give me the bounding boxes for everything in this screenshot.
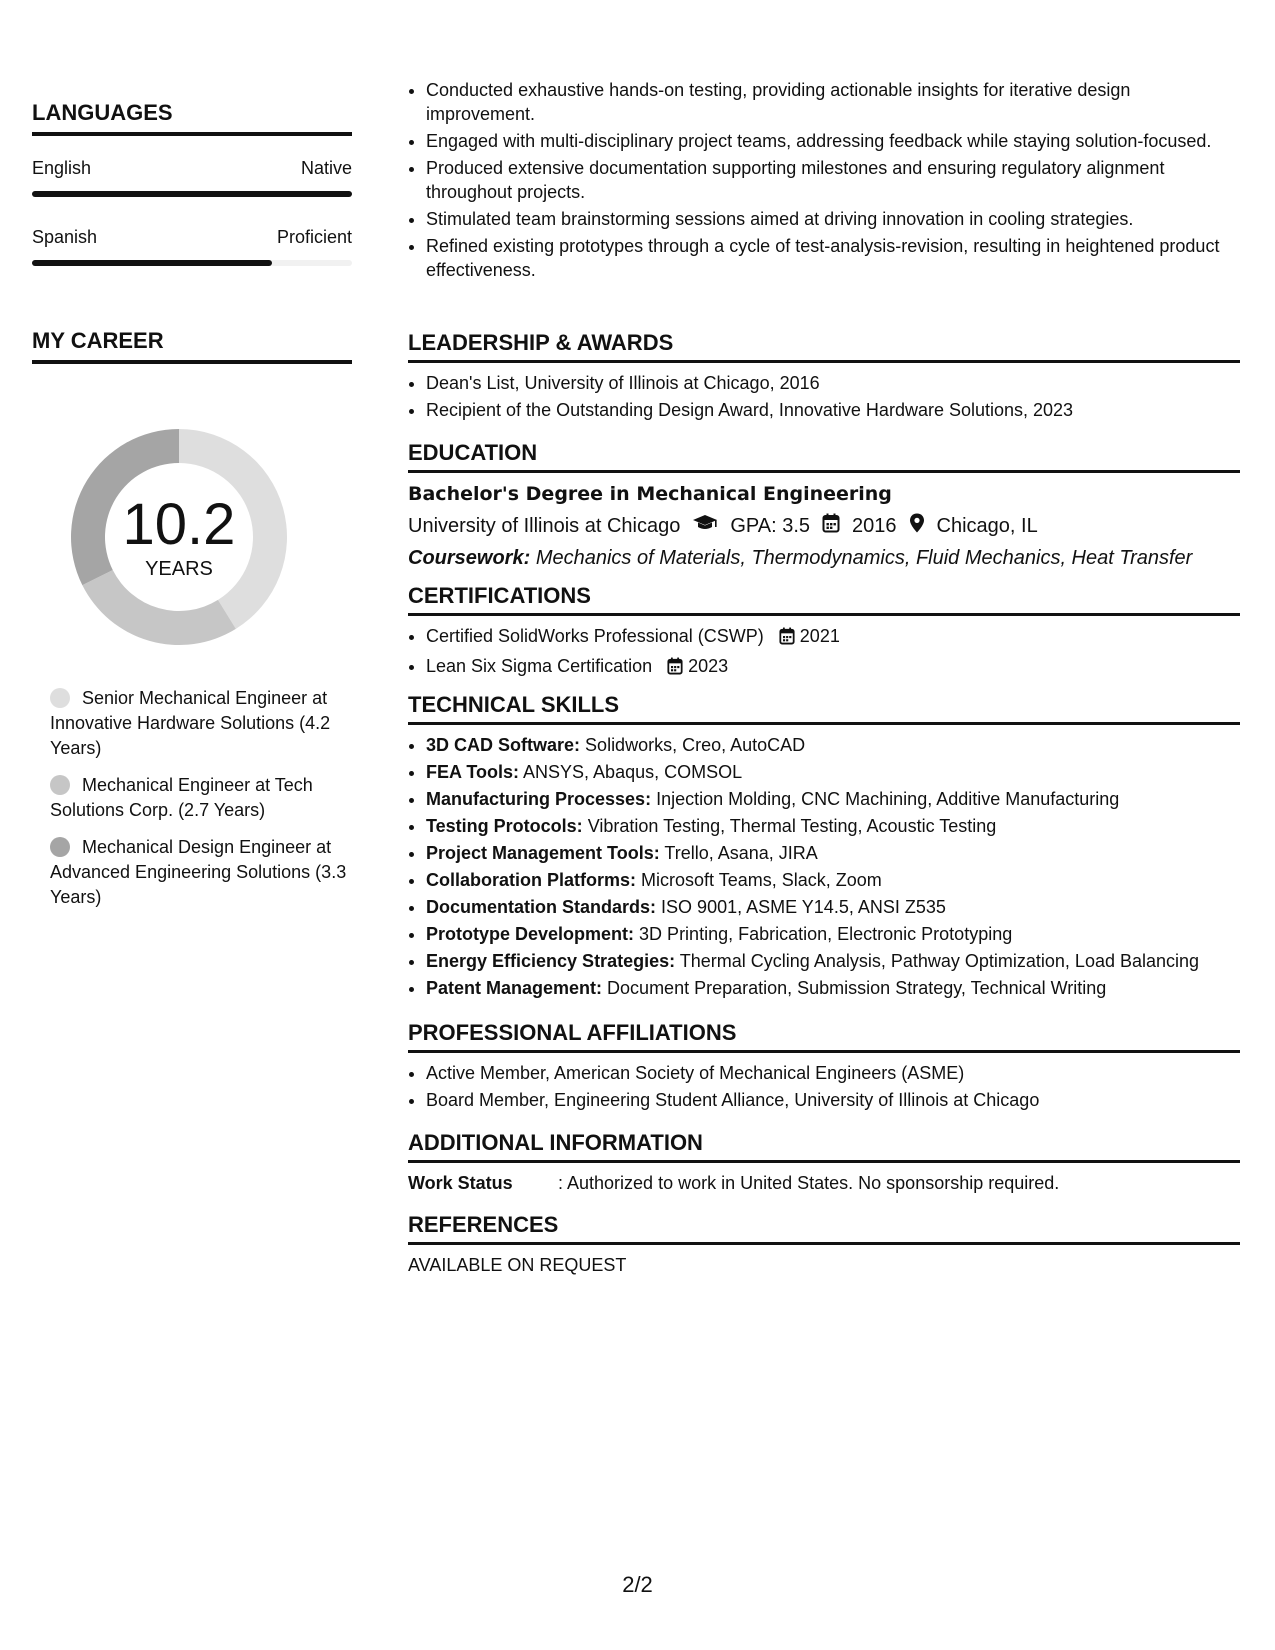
page-number: 2/2 <box>622 1572 653 1597</box>
certification-year: 2021 <box>799 626 840 646</box>
skill-item <box>426 841 1240 865</box>
experience-bullet: • Conducted exhaustive hands-on testing, providing actionable insights for iterative design improvement. <box>426 78 1240 126</box>
map-pin-icon <box>909 513 925 539</box>
skill-label: Energy Efficiency Strategies: <box>426 951 676 971</box>
legend-dot-icon <box>50 688 70 708</box>
affiliation-item: • Active Member, American Society of Mechanical Engineers (ASME) <box>426 1061 1240 1085</box>
affiliations-section <box>408 1020 1240 1115</box>
certification-name: Certified SolidWorks Professional (CSWP) <box>426 626 764 646</box>
skill-item <box>426 787 1240 811</box>
skill-item <box>426 733 1240 757</box>
affiliation-item: • Board Member, Engineering Student Alliance, University of Illinois at Chicago <box>426 1088 1240 1112</box>
language-level: Proficient <box>276 227 352 247</box>
skill-value: Document Preparation, Submission Strategy, Technical Writing <box>607 978 1107 998</box>
career-legend-item <box>50 835 350 910</box>
skill-value: Microsoft Teams, Slack, Zoom <box>641 870 882 890</box>
skill-label: Manufacturing Processes: <box>426 789 652 809</box>
skill-item <box>426 895 1240 919</box>
career-total-unit: YEARS <box>145 558 213 580</box>
skill-item <box>426 760 1240 784</box>
skill-value: 3D Printing, Fabrication, Electronic Prototyping <box>639 924 1013 944</box>
skill-item <box>426 976 1240 1000</box>
education-school: University of Illinois at Chicago <box>408 514 681 537</box>
education-gpa: GPA: 3.5 <box>730 514 811 537</box>
education-year: 2016 <box>852 514 897 537</box>
languages-section <box>32 100 352 266</box>
language-name: Spanish <box>32 227 98 247</box>
references-heading: REFERENCES <box>408 1212 1240 1245</box>
technical-skills-heading: TECHNICAL SKILLS <box>408 692 1240 725</box>
skill-label: FEA Tools: <box>426 762 519 782</box>
references-section <box>408 1212 1240 1276</box>
education-degree: Bachelor's Degree in Mechanical Engineering <box>408 483 892 505</box>
language-item-spanish <box>32 227 352 266</box>
skill-label: 3D CAD Software: <box>426 735 581 755</box>
skill-label: Patent Management: <box>426 978 603 998</box>
languages-heading: LANGUAGES <box>32 100 352 136</box>
leadership-section <box>408 330 1240 425</box>
career-legend-item <box>50 686 350 761</box>
language-name: English <box>32 158 92 178</box>
language-proficiency-fill <box>32 191 352 197</box>
language-level: Native <box>300 158 352 178</box>
education-details <box>408 513 1240 539</box>
calendar-icon <box>667 657 683 681</box>
experience-bullets-section <box>408 78 1240 285</box>
skill-label: Documentation Standards: <box>426 897 657 917</box>
language-proficiency-bar <box>32 260 352 266</box>
education-section <box>408 440 1240 570</box>
skill-value: Trello, Asana, JIRA <box>664 843 818 863</box>
career-section <box>32 328 352 364</box>
education-coursework <box>408 547 1240 570</box>
skill-label: Collaboration Platforms: <box>426 870 637 890</box>
skill-label: Project Management Tools: <box>426 843 660 863</box>
certification-item <box>426 654 1240 681</box>
calendar-icon <box>779 627 795 651</box>
skill-value: Thermal Cycling Analysis, Pathway Optimization, Load Balancing <box>679 951 1200 971</box>
career-total-value: 10.2 <box>122 492 236 557</box>
leadership-item: • Dean's List, University of Illinois at Chicago, 2016 <box>426 371 1240 395</box>
additional-info-section <box>408 1130 1240 1194</box>
experience-bullet: • Refined existing prototypes through a cycle of test-analysis-revision, resulting in heightened product effectiveness. <box>426 234 1240 282</box>
skill-value: Vibration Testing, Thermal Testing, Acoustic Testing <box>587 816 997 836</box>
experience-bullet-list <box>408 78 1240 282</box>
leadership-heading: LEADERSHIP & AWARDS <box>408 330 1240 363</box>
work-status-label: Work Status <box>408 1173 513 1193</box>
career-donut-chart <box>66 424 292 650</box>
skill-value: Solidworks, Creo, AutoCAD <box>585 735 806 755</box>
skill-item <box>426 949 1240 973</box>
skill-item <box>426 814 1240 838</box>
career-heading: MY CAREER <box>32 328 352 364</box>
certifications-section <box>408 583 1240 684</box>
skill-value: ANSYS, Abaqus, COMSOL <box>523 762 743 782</box>
experience-bullet: • Stimulated team brainstorming sessions aimed at driving innovation in cooling strategies. <box>426 207 1240 231</box>
education-location: Chicago, IL <box>936 514 1038 537</box>
skill-value: ISO 9001, ASME Y14.5, ANSI Z535 <box>661 897 946 917</box>
skill-label: Testing Protocols: <box>426 816 583 836</box>
work-status-row <box>408 1173 1240 1194</box>
coursework-label: Coursework: <box>408 547 531 569</box>
additional-info-heading: ADDITIONAL INFORMATION <box>408 1130 1240 1163</box>
career-legend-text: Mechanical Engineer at Tech Solutions Corp. (2.7 Years) <box>50 775 313 820</box>
career-legend-item <box>50 773 350 823</box>
experience-bullet: • Produced extensive documentation supporting milestones and ensuring regulatory alignment throughout projects. <box>426 156 1240 204</box>
career-legend-text: Mechanical Design Engineer at Advanced Engineering Solutions (3.3 Years) <box>50 837 347 907</box>
work-status-value: : Authorized to work in United States. No sponsorship required. <box>558 1173 1060 1193</box>
calendar-icon <box>822 513 840 539</box>
certification-item <box>426 624 1240 651</box>
skill-item <box>426 922 1240 946</box>
certification-year: 2023 <box>688 656 729 676</box>
language-proficiency-fill <box>32 260 272 266</box>
affiliations-list <box>408 1061 1240 1112</box>
experience-bullet: • Engaged with multi-disciplinary project teams, addressing feedback while staying solution-focused. <box>426 129 1240 153</box>
career-legend <box>50 686 350 922</box>
technical-skills-section <box>408 692 1240 1003</box>
technical-skills-list <box>408 733 1240 1000</box>
legend-dot-icon <box>50 775 70 795</box>
leadership-list <box>408 371 1240 422</box>
education-heading: EDUCATION <box>408 440 1240 473</box>
skill-value: Injection Molding, CNC Machining, Additive Manufacturing <box>656 789 1120 809</box>
coursework-text: Mechanics of Materials, Thermodynamics, Fluid Mechanics, Heat Transfer <box>535 547 1193 569</box>
language-item-english <box>32 158 352 197</box>
donut-segment-2 <box>82 570 236 645</box>
leadership-item: • Recipient of the Outstanding Design Award, Innovative Hardware Solutions, 2023 <box>426 398 1240 422</box>
skill-label: Prototype Development: <box>426 924 635 944</box>
graduation-cap-icon <box>692 513 718 539</box>
language-proficiency-bar <box>32 191 352 197</box>
certification-name: Lean Six Sigma Certification <box>426 656 653 676</box>
affiliations-heading: PROFESSIONAL AFFILIATIONS <box>408 1020 1240 1053</box>
certifications-heading: CERTIFICATIONS <box>408 583 1240 616</box>
legend-dot-icon <box>50 837 70 857</box>
skill-item <box>426 868 1240 892</box>
references-text: AVAILABLE ON REQUEST <box>408 1255 627 1275</box>
certifications-list <box>408 624 1240 681</box>
career-legend-text: Senior Mechanical Engineer at Innovative Hardware Solutions (4.2 Years) <box>50 688 331 758</box>
